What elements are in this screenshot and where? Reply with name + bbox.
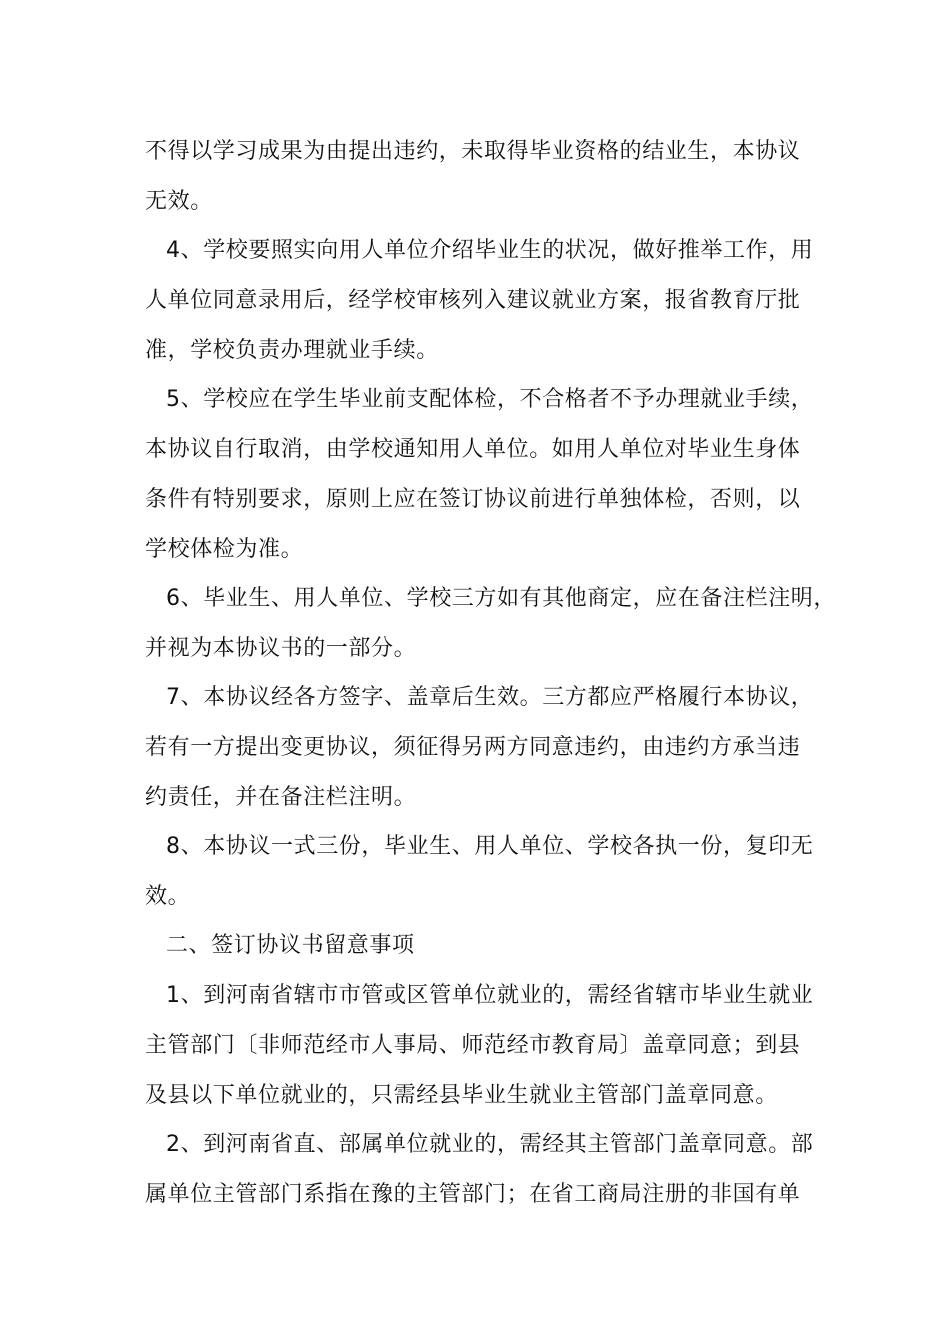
- text-line: 无效。: [145, 189, 213, 214]
- text-line: 本协议自行取消，由学校通知用人单位。如用人单位对毕业生身体: [145, 437, 801, 462]
- text-line: 学校体检为准。: [145, 537, 304, 562]
- text-line: 效。: [145, 884, 191, 909]
- text-line: 人单位同意录用后，经学校审核列入建议就业方案，报省教育厅批: [145, 288, 801, 313]
- text-line: 不得以学习成果为由提出违约，未取得毕业资格的结业生，本协议: [145, 139, 801, 164]
- text-line: 准，学校负责办理就业手续。: [145, 338, 439, 363]
- text-line: 及县以下单位就业的，只需经县毕业生就业主管部门盖章同意。: [145, 1083, 778, 1108]
- text-line: 1、到河南省辖市市管或区管单位就业的，需经省辖市毕业生就业: [166, 983, 814, 1008]
- text-line: 4、学校要照实向用人单位介绍毕业生的状况，做好推举工作，用: [166, 238, 814, 263]
- text-line: 2、到河南省直、部属单位就业的，需经其主管部门盖章同意。部: [166, 1132, 814, 1157]
- text-line: 属单位主管部门系指在豫的主管部门；在省工商局注册的非国有单: [145, 1182, 801, 1207]
- section-heading: 二、签订协议书留意事项: [166, 933, 415, 958]
- text-line: 若有一方提出变更协议，须征得另两方同意违约，由违约方承当违: [145, 735, 801, 760]
- text-line: 5、学校应在学生毕业前支配体检，不合格者不予办理就业手续，: [166, 387, 814, 412]
- text-line: 8、本协议一式三份，毕业生、用人单位、学校各执一份，复印无: [166, 834, 814, 859]
- text-line: 6、毕业生、用人单位、学校三方如有其他商定，应在备注栏注明，: [166, 586, 836, 611]
- text-line: 主管部门〔非师范经市人事局、师范经市教育局〕盖章同意；到县: [145, 1033, 801, 1058]
- text-line: 7、本协议经各方签字、盖章后生效。三方都应严格履行本协议，: [166, 685, 814, 710]
- text-line: 条件有特别要求，原则上应在签订协议前进行单独体检，否则，以: [145, 487, 801, 512]
- text-line: 约责任，并在备注栏注明。: [145, 785, 417, 810]
- text-line: 并视为本协议书的一部分。: [145, 636, 417, 661]
